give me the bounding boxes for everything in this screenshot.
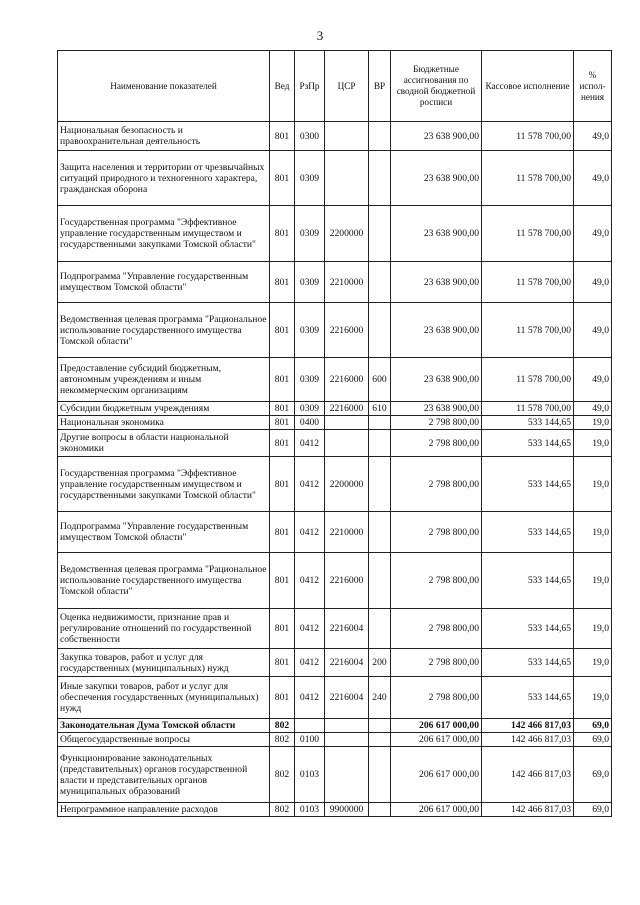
header-csr: ЦСР (325, 51, 369, 122)
cell-name: Национальная безопасность и правоохранительная деятельность (58, 122, 270, 151)
cell-csr (325, 122, 369, 151)
cell-csr (325, 733, 369, 747)
cell-budget: 2 798 800,00 (391, 677, 482, 719)
cell-budget: 23 638 900,00 (391, 122, 482, 151)
header-pct: % испол-нения (574, 51, 612, 122)
cell-name: Иные закупки товаров, работ и услуг для обеспечения государственных (муниципальных) нужд (58, 677, 270, 719)
cell-budget: 206 617 000,00 (391, 803, 482, 817)
table-row (58, 206, 612, 262)
cell-ved: 801 (270, 151, 295, 206)
cell-budget: 23 638 900,00 (391, 262, 482, 303)
cell-pct: 19,0 (574, 430, 612, 457)
cell-vr (369, 303, 391, 358)
cell-rzpr: 0400 (295, 416, 325, 430)
cell-ved: 801 (270, 553, 295, 609)
cell-pct: 19,0 (574, 609, 612, 649)
cell-cash: 533 144,65 (482, 430, 574, 457)
cell-pct: 19,0 (574, 677, 612, 719)
cell-ved: 802 (270, 719, 295, 733)
cell-name: Подпрограмма "Управление государственным имуществом Томской области" (58, 512, 270, 553)
cell-pct: 49,0 (574, 122, 612, 151)
cell-budget: 2 798 800,00 (391, 609, 482, 649)
header-budget: Бюджетные ассигнования по сводной бюджетной росписи (391, 51, 482, 122)
cell-ved: 801 (270, 677, 295, 719)
cell-cash: 533 144,65 (482, 512, 574, 553)
cell-csr: 2216000 (325, 303, 369, 358)
cell-rzpr: 0412 (295, 553, 325, 609)
table-row (58, 719, 612, 733)
cell-pct: 49,0 (574, 303, 612, 358)
cell-ved: 801 (270, 609, 295, 649)
cell-csr (325, 416, 369, 430)
cell-csr: 2216004 (325, 649, 369, 677)
cell-ved: 802 (270, 803, 295, 817)
cell-cash: 11 578 700,00 (482, 358, 574, 402)
header-ved: Вед (270, 51, 295, 122)
cell-vr (369, 416, 391, 430)
cell-budget: 2 798 800,00 (391, 457, 482, 512)
cell-csr: 9900000 (325, 803, 369, 817)
cell-vr (369, 457, 391, 512)
cell-vr (369, 151, 391, 206)
cell-vr (369, 206, 391, 262)
cell-rzpr: 0309 (295, 151, 325, 206)
cell-rzpr: 0103 (295, 803, 325, 817)
cell-pct: 19,0 (574, 553, 612, 609)
cell-vr (369, 512, 391, 553)
cell-vr (369, 803, 391, 817)
cell-cash: 533 144,65 (482, 416, 574, 430)
cell-csr (325, 430, 369, 457)
cell-rzpr: 0103 (295, 747, 325, 803)
cell-budget: 23 638 900,00 (391, 402, 482, 416)
header-cash: Кассовое исполнение (482, 51, 574, 122)
cell-ved: 802 (270, 733, 295, 747)
cell-budget: 206 617 000,00 (391, 747, 482, 803)
cell-name: Подпрограмма "Управление государственным имуществом Томской области" (58, 262, 270, 303)
cell-name: Функционирование законодательных (представительных) органов государственной власти и представительных органов муниципальных образований (58, 747, 270, 803)
table-row (58, 649, 612, 677)
cell-csr: 2210000 (325, 262, 369, 303)
cell-vr (369, 733, 391, 747)
cell-pct: 19,0 (574, 457, 612, 512)
cell-pct: 49,0 (574, 358, 612, 402)
cell-name: Ведомственная целевая программа "Рациональное использование государственного имущества Томской области" (58, 553, 270, 609)
table-row (58, 151, 612, 206)
cell-rzpr: 0412 (295, 457, 325, 512)
cell-budget: 2 798 800,00 (391, 430, 482, 457)
cell-csr (325, 719, 369, 733)
cell-ved: 801 (270, 649, 295, 677)
page-number: 3 (316, 28, 324, 43)
cell-cash: 142 466 817,03 (482, 803, 574, 817)
table-row (58, 402, 612, 416)
cell-name: Закупка товаров, работ и услуг для государственных (муниципальных) нужд (58, 649, 270, 677)
cell-rzpr (295, 719, 325, 733)
cell-ved: 801 (270, 358, 295, 402)
cell-csr: 2216000 (325, 402, 369, 416)
cell-csr (325, 747, 369, 803)
cell-ved: 801 (270, 262, 295, 303)
cell-budget: 23 638 900,00 (391, 151, 482, 206)
cell-cash: 142 466 817,03 (482, 733, 574, 747)
cell-cash: 142 466 817,03 (482, 719, 574, 733)
cell-ved: 801 (270, 402, 295, 416)
cell-budget: 23 638 900,00 (391, 206, 482, 262)
cell-rzpr: 0412 (295, 677, 325, 719)
cell-budget: 2 798 800,00 (391, 512, 482, 553)
table-row (58, 430, 612, 457)
cell-budget: 23 638 900,00 (391, 358, 482, 402)
cell-pct: 19,0 (574, 649, 612, 677)
cell-budget: 206 617 000,00 (391, 733, 482, 747)
cell-pct: 49,0 (574, 206, 612, 262)
header-name: Наименование показателей (58, 51, 270, 122)
cell-name: Защита населения и территории от чрезвычайных ситуаций природного и техногенного характера, гражданская оборона (58, 151, 270, 206)
cell-pct: 49,0 (574, 151, 612, 206)
header-rzpr: РзПр (295, 51, 325, 122)
budget-execution-table (57, 50, 612, 817)
cell-vr: 240 (369, 677, 391, 719)
cell-rzpr: 0412 (295, 430, 325, 457)
cell-name: Государственная программа "Эффективное управление государственным имуществом и государственными закупками Томской области" (58, 206, 270, 262)
cell-name: Национальная экономика (58, 416, 270, 430)
cell-vr (369, 122, 391, 151)
cell-pct: 69,0 (574, 803, 612, 817)
cell-cash: 11 578 700,00 (482, 206, 574, 262)
cell-rzpr: 0412 (295, 512, 325, 553)
table-row (58, 122, 612, 151)
cell-vr (369, 553, 391, 609)
cell-cash: 11 578 700,00 (482, 402, 574, 416)
cell-rzpr: 0309 (295, 303, 325, 358)
table-row (58, 747, 612, 803)
cell-name: Непрограммное направление расходов (58, 803, 270, 817)
cell-ved: 801 (270, 430, 295, 457)
cell-csr: 2216004 (325, 677, 369, 719)
cell-rzpr: 0412 (295, 649, 325, 677)
cell-ved: 801 (270, 512, 295, 553)
cell-budget: 2 798 800,00 (391, 649, 482, 677)
cell-cash: 533 144,65 (482, 457, 574, 512)
table-row (58, 262, 612, 303)
cell-vr (369, 609, 391, 649)
table-row (58, 416, 612, 430)
table-row (58, 803, 612, 817)
cell-ved: 801 (270, 303, 295, 358)
cell-cash: 11 578 700,00 (482, 122, 574, 151)
cell-pct: 69,0 (574, 733, 612, 747)
cell-ved: 801 (270, 122, 295, 151)
cell-cash: 533 144,65 (482, 677, 574, 719)
table-header-row (58, 51, 612, 122)
table-row (58, 512, 612, 553)
cell-name: Законодательная Дума Томской области (58, 719, 270, 733)
cell-csr: 2200000 (325, 206, 369, 262)
cell-budget: 2 798 800,00 (391, 553, 482, 609)
cell-cash: 11 578 700,00 (482, 151, 574, 206)
cell-pct: 19,0 (574, 512, 612, 553)
cell-vr: 610 (369, 402, 391, 416)
cell-name: Субсидии бюджетным учреждениям (58, 402, 270, 416)
cell-vr (369, 262, 391, 303)
cell-ved: 801 (270, 416, 295, 430)
cell-vr (369, 430, 391, 457)
cell-rzpr: 0100 (295, 733, 325, 747)
cell-cash: 533 144,65 (482, 609, 574, 649)
cell-pct: 69,0 (574, 747, 612, 803)
cell-csr: 2216000 (325, 358, 369, 402)
cell-name: Ведомственная целевая программа "Рациональное использование государственного имущества Томской области" (58, 303, 270, 358)
table-row (58, 553, 612, 609)
cell-csr: 2216000 (325, 553, 369, 609)
cell-rzpr: 0309 (295, 402, 325, 416)
cell-rzpr: 0309 (295, 358, 325, 402)
cell-vr: 200 (369, 649, 391, 677)
table-row (58, 358, 612, 402)
cell-budget: 206 617 000,00 (391, 719, 482, 733)
cell-pct: 69,0 (574, 719, 612, 733)
cell-cash: 533 144,65 (482, 553, 574, 609)
table-row (58, 609, 612, 649)
cell-ved: 801 (270, 457, 295, 512)
cell-name: Оценка недвижимости, признание прав и регулирование отношений по государственной собственности (58, 609, 270, 649)
cell-pct: 49,0 (574, 402, 612, 416)
cell-ved: 802 (270, 747, 295, 803)
cell-cash: 533 144,65 (482, 649, 574, 677)
table-row (58, 733, 612, 747)
cell-csr (325, 151, 369, 206)
cell-vr (369, 747, 391, 803)
cell-budget: 23 638 900,00 (391, 303, 482, 358)
cell-budget: 2 798 800,00 (391, 416, 482, 430)
cell-rzpr: 0412 (295, 609, 325, 649)
cell-rzpr: 0300 (295, 122, 325, 151)
table-row (58, 303, 612, 358)
cell-ved: 801 (270, 206, 295, 262)
cell-name: Другие вопросы в области национальной экономики (58, 430, 270, 457)
cell-pct: 49,0 (574, 262, 612, 303)
cell-vr: 600 (369, 358, 391, 402)
cell-rzpr: 0309 (295, 262, 325, 303)
cell-name: Общегосударственные вопросы (58, 733, 270, 747)
cell-rzpr: 0309 (295, 206, 325, 262)
cell-vr (369, 719, 391, 733)
cell-name: Государственная программа "Эффективное управление государственным имуществом и государственными закупками Томской области" (58, 457, 270, 512)
cell-name: Предоставление субсидий бюджетным, автономным учреждениям и иным некоммерческим организациям (58, 358, 270, 402)
table-body (58, 122, 612, 817)
cell-cash: 11 578 700,00 (482, 262, 574, 303)
cell-cash: 11 578 700,00 (482, 303, 574, 358)
cell-csr: 2200000 (325, 457, 369, 512)
table-row (58, 677, 612, 719)
cell-pct: 19,0 (574, 416, 612, 430)
table-row (58, 457, 612, 512)
cell-csr: 2216004 (325, 609, 369, 649)
cell-cash: 142 466 817,03 (482, 747, 574, 803)
header-vr: ВР (369, 51, 391, 122)
cell-csr: 2210000 (325, 512, 369, 553)
